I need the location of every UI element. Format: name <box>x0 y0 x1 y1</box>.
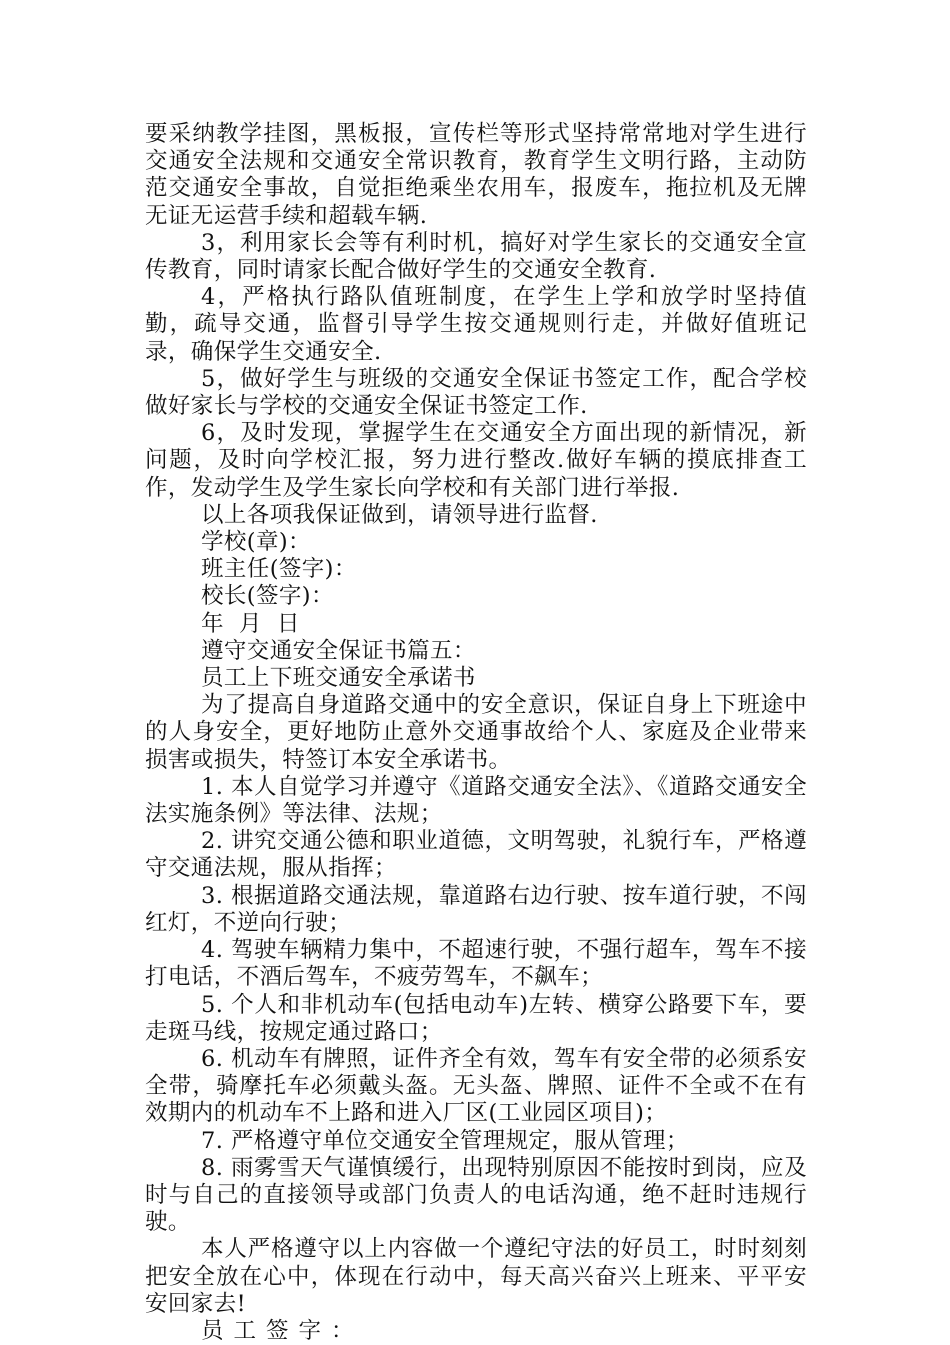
commitment-item-6: 6. 机动车有牌照，证件齐全有效，驾车有安全带的必须系安全带，骑摩托车必须戴头盔。无头盔、牌照、证件不全或不在有效期内的机动车不上路和进入厂区(工业园区项目)； <box>145 1045 807 1127</box>
document-subtitle: 员工上下班交通安全承诺书 <box>201 665 476 692</box>
commitment-item-7: 7. 严格遵守单位交通安全管理规定，服从管理； <box>201 1127 689 1154</box>
document-page <box>145 121 807 1345</box>
paragraph-4: 5，做好学生与班级的交通安全保证书签定工作，配合学校做好家长与学校的交通安全保证书签定工作. <box>145 365 807 420</box>
intro-paragraph: 为了提高自身道路交通中的安全意识，保证自身上下班途中的人身安全，更好地防止意外交通事故给个人、家庭及企业带来损害或损失，特签订本安全承诺书。 <box>145 692 807 773</box>
section-title: 遵守交通安全保证书篇五： <box>201 637 476 664</box>
commitment-item-5: 5. 个人和非机动车(包括电动车)左转、横穿公路要下车，要走斑马线，按规定通过路口； <box>145 991 807 1045</box>
closing-paragraph: 本人严格遵守以上内容做一个遵纪守法的好员工，时时刻刻把安全放在心中，体现在行动中，每天高兴奋兴上班来、平平安安回家去! <box>145 1236 807 1317</box>
principal-signature-line: 校长(签字)： <box>201 583 334 610</box>
teacher-signature-line: 班主任(签字)： <box>201 556 357 583</box>
paragraph-3: 4，严格执行路队值班制度，在学生上学和放学时坚持值勤，疏导交通，监督引导学生按交通规则行走，并做好值班记录，确保学生交通安全. <box>145 284 807 365</box>
paragraph-6: 以上各项我保证做到，请领导进行监督. <box>201 501 598 528</box>
commitment-item-3: 3. 根据道路交通法规，靠道路右边行驶、按车道行驶，不闯红灯，不逆向行驶； <box>145 882 807 936</box>
paragraph-2: 3，利用家长会等有利时机，搞好对学生家长的交通安全宣传教育，同时请家长配合做好学生的交通安全教育. <box>145 229 807 284</box>
commitment-item-8: 8. 雨雾雪天气谨慎缓行，出现特别原因不能按时到岗，应及时与自己的直接领导或部门负责人的电话沟通，绝不赶时违规行驶。 <box>145 1154 807 1236</box>
paragraph-5: 6，及时发现，掌握学生在交通安全方面出现的新情况，新问题，及时向学校汇报，努力进行整改.做好车辆的摸底排查工作，发动学生及学生家长向学校和有关部门进行举报. <box>145 420 807 501</box>
paragraph-1: 要采纳教学挂图，黑板报，宣传栏等形式坚持常常地对学生进行交通安全法规和交通安全常识教育，教育学生文明行路，主动防范交通安全事故，自觉拒绝乘坐农用车，报废车，拖拉机及无牌无证无运营手续和超载车辆. <box>145 121 807 229</box>
commitment-item-2: 2. 讲究交通公德和职业道德，文明驾驶，礼貌行车，严格遵守交通法规，服从指挥； <box>145 828 807 882</box>
school-seal-line: 学校(章)： <box>201 529 311 556</box>
employee-signature-line: 员工签字： <box>201 1317 364 1344</box>
commitment-item-4: 4. 驾驶车辆精力集中，不超速行驶，不强行超车，驾车不接打电话，不酒后驾车，不疲劳驾车，不飙车； <box>145 937 807 991</box>
date-line: 年 月 日 <box>201 610 300 637</box>
commitment-item-1: 1. 本人自觉学习并遵守《道路交通安全法》、《道路交通安全法实施条例》等法律、法规； <box>145 773 807 828</box>
